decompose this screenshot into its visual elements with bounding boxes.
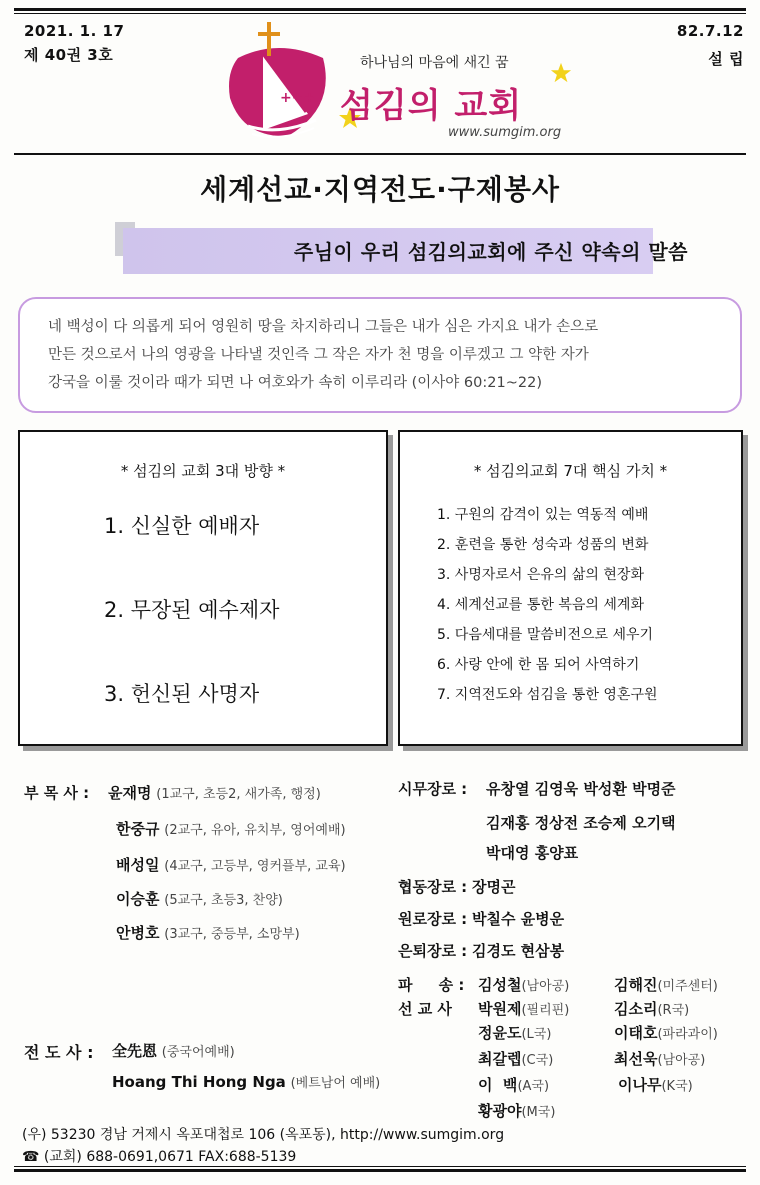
church-contact: ☎ (교회) 688-0691,0671 FAX:688-5139 (22, 1149, 297, 1165)
staff-name: 全先恩 (112, 1042, 158, 1060)
staff-row (116, 854, 346, 875)
elders-line: 박대영 홍양표 (486, 844, 579, 862)
evangelists-label: 전 도 사 : (24, 1043, 94, 1062)
top-rule-thin (14, 13, 746, 14)
scripture-verse (48, 313, 713, 397)
missionary-item: 최선욱(남아공) (614, 1050, 706, 1068)
staff-role: (베트남어 예배) (290, 1076, 381, 1091)
missionary-item: 이 백(A국) (478, 1076, 550, 1094)
founded-date: 82.7.12 (676, 22, 744, 40)
staff-name: 한중규 (116, 820, 160, 838)
staff-role: (4교구, 고등부, 영커플부, 교육) (164, 859, 346, 874)
elders-line: 유창열 김영욱 박성환 박명준 (486, 780, 676, 798)
church-logo-icon (218, 18, 338, 146)
promise-title: 주님이 우리 섬김의교회에 주신 약속의 말씀 (293, 240, 688, 264)
staff-row (116, 818, 346, 839)
star-icon (550, 62, 572, 84)
core-values-title: * 섬김의교회 7대 핵심 가치 * (473, 462, 668, 480)
staff-role: (중국어예배) (161, 1045, 235, 1060)
founded-label: 설 립 (708, 50, 744, 68)
staff-name: 배성일 (116, 856, 160, 874)
core-value-item: 6. 사랑 안에 한 몸 되어 사역하기 (437, 657, 640, 673)
core-value-item: 7. 지역전도와 섬김을 통한 영혼구원 (437, 687, 658, 703)
dispatch-label: 파 송 : (398, 976, 465, 994)
active-elders-label: 시무장로 : (398, 780, 468, 798)
top-rule (14, 8, 746, 11)
staff-row (116, 888, 283, 909)
missionary-label: 선 교 사 (398, 1000, 452, 1018)
verse-line: 네 백성이 다 의롭게 되어 영원히 땅을 차지하리니 그들은 내가 심은 가지요 내가 손으로 (48, 319, 599, 335)
header-divider (14, 153, 746, 155)
core-value-item: 1. 구원의 감격이 있는 역동적 예배 (437, 507, 649, 523)
missionary-item: 이나무(K국) (618, 1076, 693, 1094)
staff-row (112, 1040, 235, 1061)
missionary-item: 정윤도(L국) (478, 1024, 552, 1042)
missionary-item: 최갈렙(C국) (478, 1050, 554, 1068)
staff-row (116, 922, 300, 943)
staff-role: (1교구, 초등2, 새가족, 행정) (156, 787, 321, 802)
honorary-elders: 원로장로 : 박칠수 윤병운 (398, 910, 565, 928)
staff-name: 윤재명 (108, 784, 152, 802)
logo-slogan: 하나님의 마음에 새긴 꿈 (360, 55, 509, 71)
direction-item: 3. 헌신된 사명자 (104, 682, 260, 706)
missionary-item: 황광야(M국) (478, 1102, 556, 1120)
retired-elders: 은퇴장로 : 김경도 현삼봉 (398, 942, 565, 960)
bottom-rule (14, 1169, 746, 1172)
bottom-rule-thin (14, 1166, 746, 1167)
core-value-item: 4. 세계선교를 통한 복음의 세계화 (437, 597, 644, 613)
staff-role: (5교구, 초등3, 찬양) (164, 893, 283, 908)
direction-item: 1. 신실한 예배자 (104, 514, 260, 538)
staff-row (112, 1072, 380, 1091)
associate-pastors-label: 부 목 사 : (24, 784, 90, 802)
core-value-item: 5. 다음세대를 말씀비전으로 세우기 (437, 627, 654, 643)
elders-line: 김재홍 정상전 조승제 오기택 (486, 814, 676, 832)
issue-volume: 제 40권 3호 (24, 46, 114, 64)
core-value-item: 2. 훈련을 통한 성숙과 성품의 변화 (437, 537, 649, 553)
missionary-item: 박원제(필리핀) (478, 1000, 570, 1018)
direction-item: 2. 무장된 예수제자 (104, 598, 280, 622)
staff-row (108, 782, 321, 803)
missionary-item: 김성철(남아공) (478, 976, 570, 994)
phone-icon: ☎ (22, 1149, 40, 1165)
issue-date: 2021. 1. 17 (24, 22, 125, 40)
church-address: (우) 53230 경남 거제시 옥포대첩로 106 (옥포동), http://www.sumgim.org (22, 1127, 505, 1143)
staff-name: Hoang Thi Hong Nga (112, 1073, 286, 1091)
svg-text:+++: +++ (280, 90, 316, 106)
missionary-item: 김해진(미주센터) (614, 976, 718, 994)
core-value-item: 3. 사명자로서 은유의 삶의 현장화 (437, 567, 644, 583)
staff-role: (3교구, 중등부, 소망부) (164, 927, 300, 942)
missionary-item: 김소리(R국) (614, 1000, 690, 1018)
verse-line: 만든 것으로서 나의 영광을 나타낼 것인즉 그 작은 자가 천 명을 이루겠고 그 약한 자가 (48, 347, 589, 363)
logo-name: 섬김의 교회 (340, 86, 523, 126)
logo-url: www.sumgim.org (448, 125, 562, 140)
church-motto: 세계선교·지역전도·구제봉사 (200, 173, 560, 206)
verse-line: 강국을 이룰 것이라 때가 되면 나 여호와가 속히 이루리라 (이사야 60:21~22) (48, 375, 542, 391)
staff-role: (2교구, 유아, 유치부, 영어예배) (164, 823, 346, 838)
staff-name: 안병호 (116, 924, 160, 942)
cooperating-elders: 협동장로 : 장명곤 (398, 878, 516, 896)
staff-name: 이승훈 (116, 890, 160, 908)
directions-title: * 섬김의 교회 3대 방향 * (120, 462, 286, 480)
missionary-item: 이태호(파라과이) (614, 1024, 718, 1042)
